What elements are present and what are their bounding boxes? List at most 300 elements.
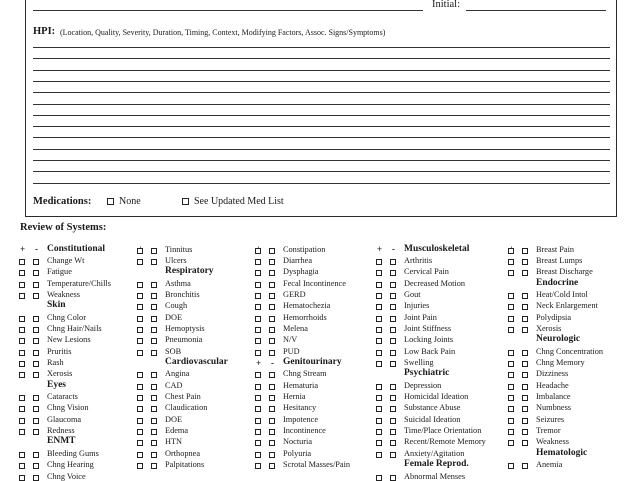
symptom-label: PUD <box>283 346 300 356</box>
negative-checkbox[interactable] <box>151 429 157 435</box>
positive-checkbox[interactable] <box>376 304 382 310</box>
negative-checkbox[interactable] <box>269 463 275 469</box>
symptom-label: Abnormal Menses <box>404 471 466 481</box>
negative-checkbox[interactable] <box>390 418 396 424</box>
negative-checkbox[interactable] <box>33 293 39 299</box>
minus-header: - <box>271 358 274 368</box>
negative-checkbox[interactable] <box>33 338 39 344</box>
positive-checkbox[interactable] <box>508 384 514 390</box>
negative-checkbox[interactable] <box>151 395 157 401</box>
negative-checkbox[interactable] <box>390 282 396 288</box>
section-heading: Constitutional <box>47 243 106 254</box>
hpi-prompt: (Location, Quality, Severity, Duration, Timing, Context, Modifying Factors, Assoc. Signs/Symptoms) <box>60 28 386 37</box>
symptom-label: Seizures <box>536 414 565 424</box>
positive-checkbox[interactable] <box>255 372 261 378</box>
symptom-label: Melena <box>283 323 308 333</box>
hpi-line[interactable] <box>33 58 610 59</box>
negative-checkbox[interactable] <box>151 327 157 333</box>
positive-checkbox[interactable] <box>255 384 261 390</box>
hpi-line[interactable] <box>33 104 610 105</box>
negative-checkbox[interactable] <box>522 316 528 322</box>
medications-none-label: None <box>119 196 141 207</box>
positive-checkbox[interactable] <box>19 282 25 288</box>
positive-checkbox[interactable] <box>508 406 514 412</box>
symptom-label: New Lesions <box>47 335 91 345</box>
medications-none-checkbox[interactable] <box>107 198 114 205</box>
negative-checkbox[interactable] <box>522 259 528 265</box>
negative-checkbox[interactable] <box>522 429 528 435</box>
symptom-label: Chng Concentration <box>536 346 604 356</box>
positive-checkbox[interactable] <box>137 350 143 356</box>
symptom-label: Dysphagia <box>283 267 319 277</box>
negative-checkbox[interactable] <box>269 293 275 299</box>
positive-checkbox[interactable] <box>376 259 382 265</box>
symptom-label: Polyuria <box>283 448 312 458</box>
positive-checkbox[interactable] <box>376 418 382 424</box>
negative-checkbox[interactable] <box>269 270 275 276</box>
negative-checkbox[interactable] <box>390 293 396 299</box>
positive-checkbox[interactable] <box>255 338 261 344</box>
hpi-line[interactable] <box>33 137 610 138</box>
negative-checkbox[interactable] <box>33 282 39 288</box>
symptom-label: Temperature/Chills <box>47 278 111 288</box>
positive-checkbox[interactable] <box>255 418 261 424</box>
negative-checkbox[interactable] <box>522 418 528 424</box>
positive-checkbox[interactable] <box>508 429 514 435</box>
symptom-label: Polydipsia <box>536 312 572 322</box>
positive-checkbox[interactable] <box>376 361 382 367</box>
symptom-label: Change Wt <box>47 255 85 265</box>
symptom-label: Pruritis <box>47 346 72 356</box>
negative-checkbox[interactable] <box>151 463 157 469</box>
section-heading: Hematologic <box>536 447 588 458</box>
symptom-label: Chng Color <box>47 312 86 322</box>
symptom-label: Impotence <box>283 414 319 424</box>
positive-checkbox[interactable] <box>376 406 382 412</box>
symptom-label: Fecal Incontinence <box>283 278 346 288</box>
ros-title: Review of Systems: <box>20 222 107 233</box>
positive-checkbox[interactable] <box>376 429 382 435</box>
negative-checkbox[interactable] <box>269 282 275 288</box>
positive-checkbox[interactable] <box>508 350 514 356</box>
negative-checkbox[interactable] <box>33 350 39 356</box>
positive-checkbox[interactable] <box>255 429 261 435</box>
negative-checkbox[interactable] <box>269 350 275 356</box>
symptom-label: Weakness <box>536 437 569 447</box>
positive-checkbox[interactable] <box>508 372 514 378</box>
symptom-label: Arthritis <box>404 255 433 265</box>
negative-checkbox[interactable] <box>33 429 39 435</box>
negative-checkbox[interactable] <box>390 395 396 401</box>
negative-checkbox[interactable] <box>390 304 396 310</box>
positive-checkbox[interactable] <box>508 259 514 265</box>
symptom-label: Suicidal Ideation <box>404 414 461 424</box>
positive-checkbox[interactable] <box>137 327 143 333</box>
negative-checkbox[interactable] <box>522 361 528 367</box>
positive-checkbox[interactable] <box>255 248 261 254</box>
positive-checkbox[interactable] <box>376 384 382 390</box>
negative-checkbox[interactable] <box>522 350 528 356</box>
symptom-label: Xerosis <box>536 323 562 333</box>
positive-checkbox[interactable] <box>376 270 382 276</box>
symptom-label: Depression <box>404 380 442 390</box>
symptom-label: Tremor <box>536 426 561 436</box>
symptom-label: Cough <box>165 301 188 311</box>
positive-checkbox[interactable] <box>376 338 382 344</box>
positive-checkbox[interactable] <box>137 406 143 412</box>
symptom-label: GERD <box>283 289 306 299</box>
symptom-label: Cataracts <box>47 392 78 402</box>
negative-checkbox[interactable] <box>269 327 275 333</box>
negative-checkbox[interactable] <box>522 248 528 254</box>
symptom-label: Chng Stream <box>283 369 327 379</box>
negative-checkbox[interactable] <box>151 440 157 446</box>
positive-checkbox[interactable] <box>255 304 261 310</box>
negative-checkbox[interactable] <box>522 270 528 276</box>
symptom-label: Redness <box>47 426 75 436</box>
positive-checkbox[interactable] <box>255 270 261 276</box>
negative-checkbox[interactable] <box>269 384 275 390</box>
hpi-line[interactable] <box>33 171 610 172</box>
negative-checkbox[interactable] <box>33 259 39 265</box>
positive-checkbox[interactable] <box>508 248 514 254</box>
section-heading: Musculoskeletal <box>404 243 470 254</box>
positive-checkbox[interactable] <box>137 259 143 265</box>
negative-checkbox[interactable] <box>151 259 157 265</box>
positive-checkbox[interactable] <box>19 372 25 378</box>
symptom-label: Low Back Pain <box>404 346 456 356</box>
negative-checkbox[interactable] <box>522 440 528 446</box>
hpi-line[interactable] <box>33 115 610 116</box>
positive-checkbox[interactable] <box>137 440 143 446</box>
hpi-line[interactable] <box>33 92 610 93</box>
section-heading: ENMT <box>47 436 76 447</box>
negative-checkbox[interactable] <box>390 327 396 333</box>
section-heading: Respiratory <box>165 266 214 277</box>
negative-checkbox[interactable] <box>522 384 528 390</box>
positive-checkbox[interactable] <box>508 440 514 446</box>
positive-checkbox[interactable] <box>19 361 25 367</box>
symptom-label: Chng Hearing <box>47 460 94 470</box>
section-heading: Skin <box>47 300 66 311</box>
positive-checkbox[interactable] <box>137 316 143 322</box>
negative-checkbox[interactable] <box>390 406 396 412</box>
negative-checkbox[interactable] <box>151 384 157 390</box>
negative-checkbox[interactable] <box>269 372 275 378</box>
negative-checkbox[interactable] <box>33 270 39 276</box>
positive-checkbox[interactable] <box>19 316 25 322</box>
negative-checkbox[interactable] <box>33 361 39 367</box>
medications-see-updated-checkbox[interactable] <box>182 198 189 205</box>
symptom-label: Headache <box>536 380 569 390</box>
symptom-label: Bronchitis <box>165 289 200 299</box>
section-heading: Cardiovascular <box>165 357 228 367</box>
negative-checkbox[interactable] <box>151 293 157 299</box>
positive-checkbox[interactable] <box>137 452 143 458</box>
positive-checkbox[interactable] <box>508 361 514 367</box>
symptom-label: Gout <box>404 289 421 299</box>
section-heading: Genitourinary <box>283 357 342 367</box>
positive-checkbox[interactable] <box>137 372 143 378</box>
negative-checkbox[interactable] <box>33 452 39 458</box>
symptom-label: Rash <box>47 358 64 367</box>
negative-checkbox[interactable] <box>269 304 275 310</box>
positive-checkbox[interactable] <box>19 418 25 424</box>
symptom-label: Hemorrhoids <box>283 312 327 322</box>
symptom-label: Ulcers <box>165 255 187 265</box>
positive-checkbox[interactable] <box>376 282 382 288</box>
section-heading: Neurologic <box>536 334 581 345</box>
positive-checkbox[interactable] <box>255 316 261 322</box>
positive-checkbox[interactable] <box>137 293 143 299</box>
symptom-label: Neck Enlargement <box>536 301 598 311</box>
positive-checkbox[interactable] <box>19 338 25 344</box>
positive-checkbox[interactable] <box>376 293 382 299</box>
symptom-label: Asthma <box>165 278 191 288</box>
symptom-label: Palpitations <box>165 460 205 470</box>
positive-checkbox[interactable] <box>508 304 514 310</box>
negative-checkbox[interactable] <box>390 259 396 265</box>
section-heading: Psychiatric <box>404 368 450 379</box>
negative-checkbox[interactable] <box>151 372 157 378</box>
symptom-label: Chng Memory <box>536 358 585 367</box>
symptom-label: Chest Pain <box>165 392 201 402</box>
symptom-label: Heat/Cold Intol <box>536 289 588 299</box>
negative-checkbox[interactable] <box>390 361 396 367</box>
positive-checkbox[interactable] <box>19 293 25 299</box>
positive-checkbox[interactable] <box>137 429 143 435</box>
positive-checkbox[interactable] <box>137 384 143 390</box>
negative-checkbox[interactable] <box>33 372 39 378</box>
symptom-label: Scrotal Masses/Pain <box>283 460 351 470</box>
negative-checkbox[interactable] <box>269 338 275 344</box>
symptom-label: Pneumonia <box>165 335 203 345</box>
symptom-label: Weakness <box>47 289 80 299</box>
symptom-label: Injuries <box>404 301 430 311</box>
negative-checkbox[interactable] <box>269 316 275 322</box>
plus-header: + <box>377 243 383 254</box>
positive-checkbox[interactable] <box>376 452 382 458</box>
negative-checkbox[interactable] <box>33 327 39 333</box>
symptom-label: Fatigue <box>47 267 72 277</box>
negative-checkbox[interactable] <box>522 463 528 469</box>
positive-checkbox[interactable] <box>508 395 514 401</box>
medications-see-updated-label: See Updated Med List <box>194 196 284 207</box>
symptom-label: Anxiety/Agitation <box>404 448 465 458</box>
symptom-label: Hesitancy <box>283 403 317 413</box>
negative-checkbox[interactable] <box>269 418 275 424</box>
symptom-label: Decreased Motion <box>404 278 466 288</box>
positive-checkbox[interactable] <box>19 270 25 276</box>
positive-checkbox[interactable] <box>376 395 382 401</box>
hpi-line[interactable] <box>33 149 610 150</box>
positive-checkbox[interactable] <box>19 350 25 356</box>
symptom-label: Glaucoma <box>47 414 82 424</box>
negative-checkbox[interactable] <box>33 395 39 401</box>
positive-checkbox[interactable] <box>137 418 143 424</box>
negative-checkbox[interactable] <box>269 259 275 265</box>
symptom-label: Anemia <box>536 460 563 470</box>
negative-checkbox[interactable] <box>33 406 39 412</box>
hpi-line[interactable] <box>33 70 610 71</box>
positive-checkbox[interactable] <box>255 282 261 288</box>
symptom-label: Angina <box>165 369 190 379</box>
positive-checkbox[interactable] <box>508 293 514 299</box>
positive-checkbox[interactable] <box>137 463 143 469</box>
symptom-label: SOB <box>165 346 182 356</box>
symptom-label: Hernia <box>283 392 306 402</box>
symptom-label: Dizziness <box>536 369 569 379</box>
positive-checkbox[interactable] <box>19 463 25 469</box>
positive-checkbox[interactable] <box>137 282 143 288</box>
plus-header: + <box>20 243 26 254</box>
hpi-line[interactable] <box>33 47 610 48</box>
positive-checkbox[interactable] <box>19 259 25 265</box>
negative-checkbox[interactable] <box>390 350 396 356</box>
negative-checkbox[interactable] <box>522 304 528 310</box>
symptom-label: N/V <box>283 335 298 345</box>
medications-label: Medications: <box>33 196 92 207</box>
negative-checkbox[interactable] <box>522 293 528 299</box>
positive-checkbox[interactable] <box>508 316 514 322</box>
negative-checkbox[interactable] <box>522 395 528 401</box>
positive-checkbox[interactable] <box>137 248 143 254</box>
symptom-label: Swelling <box>404 358 434 367</box>
negative-checkbox[interactable] <box>151 418 157 424</box>
positive-checkbox[interactable] <box>508 270 514 276</box>
hpi-line[interactable] <box>33 183 610 184</box>
negative-checkbox[interactable] <box>390 440 396 446</box>
positive-checkbox[interactable] <box>255 293 261 299</box>
negative-checkbox[interactable] <box>33 463 39 469</box>
positive-checkbox[interactable] <box>255 327 261 333</box>
positive-checkbox[interactable] <box>376 327 382 333</box>
positive-checkbox[interactable] <box>19 327 25 333</box>
negative-checkbox[interactable] <box>33 418 39 424</box>
negative-checkbox[interactable] <box>151 304 157 310</box>
negative-checkbox[interactable] <box>151 316 157 322</box>
symptom-label: Homicidal Ideation <box>404 392 469 402</box>
negative-checkbox[interactable] <box>151 452 157 458</box>
minus-header: - <box>35 243 38 254</box>
negative-checkbox[interactable] <box>151 406 157 412</box>
symptom-label: Tinnitus <box>165 244 193 254</box>
negative-checkbox[interactable] <box>522 372 528 378</box>
positive-checkbox[interactable] <box>137 304 143 310</box>
positive-checkbox[interactable] <box>255 406 261 412</box>
symptom-label: Joint Stiffness <box>404 323 452 333</box>
positive-checkbox[interactable] <box>255 350 261 356</box>
positive-checkbox[interactable] <box>19 406 25 412</box>
initial-field[interactable] <box>466 10 606 11</box>
positive-checkbox[interactable] <box>255 452 261 458</box>
negative-checkbox[interactable] <box>269 440 275 446</box>
positive-checkbox[interactable] <box>255 259 261 265</box>
negative-checkbox[interactable] <box>151 338 157 344</box>
symptom-label: Edema <box>165 426 189 436</box>
negative-checkbox[interactable] <box>390 452 396 458</box>
symptom-label: Chng Vision <box>47 403 89 413</box>
negative-checkbox[interactable] <box>522 327 528 333</box>
positive-checkbox[interactable] <box>137 338 143 344</box>
negative-checkbox[interactable] <box>33 316 39 322</box>
symptom-label: Bleeding Gums <box>47 448 99 458</box>
positive-checkbox[interactable] <box>19 395 25 401</box>
symptom-label: Hematuria <box>283 380 319 390</box>
negative-checkbox[interactable] <box>269 248 275 254</box>
positive-checkbox[interactable] <box>19 429 25 435</box>
minus-header: - <box>392 243 395 254</box>
positive-checkbox[interactable] <box>255 395 261 401</box>
symptom-label: DOE <box>165 414 183 424</box>
positive-checkbox[interactable] <box>376 350 382 356</box>
symptom-label: Imbalance <box>536 392 571 402</box>
negative-checkbox[interactable] <box>269 395 275 401</box>
negative-checkbox[interactable] <box>269 429 275 435</box>
negative-checkbox[interactable] <box>151 282 157 288</box>
symptom-label: Substance Abuse <box>404 403 461 413</box>
positive-checkbox[interactable] <box>376 440 382 446</box>
symptom-label: Recent/Remote Memory <box>404 437 486 447</box>
symptom-label: Claudication <box>165 403 208 413</box>
symptom-label: Constipation <box>283 244 326 254</box>
negative-checkbox[interactable] <box>390 429 396 435</box>
positive-checkbox[interactable] <box>508 418 514 424</box>
top-name-line <box>33 10 423 11</box>
symptom-label: Breast Lumps <box>536 255 583 265</box>
negative-checkbox[interactable] <box>390 316 396 322</box>
symptom-label: Numbness <box>536 403 572 413</box>
symptom-label: Breast Discharge <box>536 267 593 277</box>
positive-checkbox[interactable] <box>508 463 514 469</box>
plus-header: + <box>256 358 262 368</box>
negative-checkbox[interactable] <box>390 270 396 276</box>
symptom-label: Time/Place Orientation <box>404 426 482 436</box>
symptom-label: Nocturia <box>283 437 313 447</box>
section-heading: Endocrine <box>536 277 579 288</box>
symptom-label: Orthopnea <box>165 448 201 458</box>
symptom-label: Diarrhea <box>283 255 313 265</box>
positive-checkbox[interactable] <box>137 395 143 401</box>
positive-checkbox[interactable] <box>376 316 382 322</box>
positive-checkbox[interactable] <box>255 463 261 469</box>
symptom-label: CAD <box>165 380 183 390</box>
symptom-label: Hematochezia <box>283 301 331 311</box>
negative-checkbox[interactable] <box>390 384 396 390</box>
hpi-line[interactable] <box>33 160 610 161</box>
positive-checkbox[interactable] <box>508 327 514 333</box>
symptom-label: Breast Pain <box>536 244 575 254</box>
hpi-line[interactable] <box>33 81 610 82</box>
negative-checkbox[interactable] <box>151 350 157 356</box>
negative-checkbox[interactable] <box>522 406 528 412</box>
initial-label: Initial: <box>432 0 460 10</box>
symptom-label: Xerosis <box>47 369 73 379</box>
symptom-label: Incontinence <box>283 426 326 436</box>
section-heading: Eyes <box>47 379 66 390</box>
positive-checkbox[interactable] <box>255 440 261 446</box>
hpi-line[interactable] <box>33 126 610 127</box>
negative-checkbox[interactable] <box>269 406 275 412</box>
negative-checkbox[interactable] <box>151 248 157 254</box>
symptom-label: Chng Voice <box>47 471 86 481</box>
negative-checkbox[interactable] <box>390 338 396 344</box>
symptom-label: Locking Joints <box>404 335 454 345</box>
positive-checkbox[interactable] <box>19 452 25 458</box>
negative-checkbox[interactable] <box>269 452 275 458</box>
symptom-label: DOE <box>165 312 183 322</box>
symptom-label: Chng Hair/Nails <box>47 323 102 333</box>
